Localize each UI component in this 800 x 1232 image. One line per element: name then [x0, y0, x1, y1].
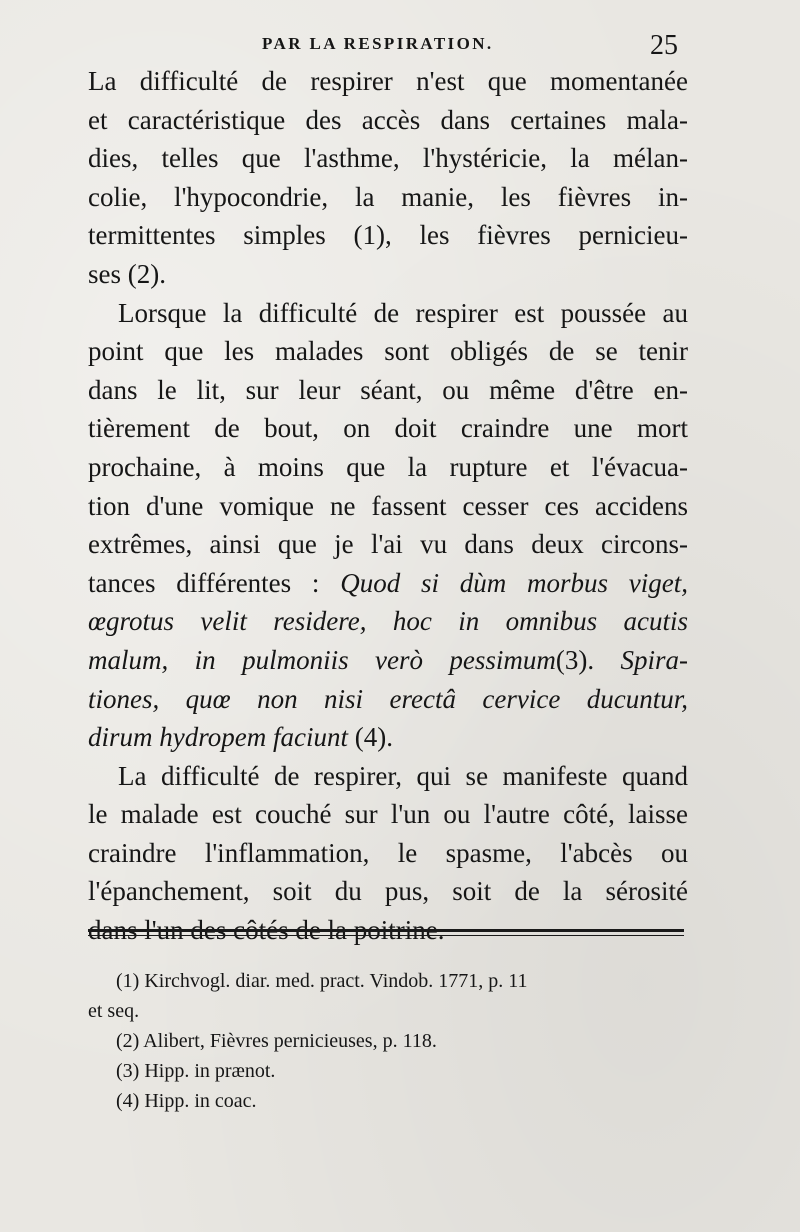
text-line: dies, telles que l'asthme, l'hystéricie, la mélan-	[88, 143, 688, 174]
footnote-rule-thin	[88, 935, 684, 936]
running-title: PAR LA RESPIRATION.	[262, 34, 494, 53]
footnote: (1) Kirchvogl. diar. med. pract. Vindob. 1771, p. 11	[116, 970, 528, 992]
text-line: tion d'une vomique ne fassent cesser ces accidens	[88, 490, 688, 521]
body-text	[88, 62, 688, 950]
footnote: (3) Hipp. in prænot.	[116, 1060, 276, 1082]
text-line	[88, 564, 688, 603]
text-fragment: (4).	[347, 722, 393, 753]
footnote-rule	[88, 929, 684, 932]
page-number: 25	[650, 30, 678, 61]
text-line: dans le lit, sur leur séant, ou même d'être en-	[88, 374, 688, 405]
text-line: Lorsque la difficulté de respirer est poussée au	[118, 297, 688, 328]
text-line: et caractéristique des accès dans certaines mala-	[88, 104, 688, 135]
text-line: termittentes simples (1), les fièvres pernicieu-	[88, 220, 688, 251]
text-line: prochaine, à moins que la rupture et l'évacua-	[88, 451, 688, 482]
text-line	[88, 718, 688, 757]
text-line: tièrement de bout, on doit craindre une mort	[88, 413, 688, 444]
text-line: craindre l'inflammation, le spasme, l'abcès ou	[88, 837, 688, 868]
text-fragment: (3).	[555, 644, 621, 675]
latin-quote-line: tiones, quœ non nisi erectâ cervice ducuntur,	[88, 683, 688, 714]
text-line: l'épanchement, soit du pus, soit de la sérosité	[88, 876, 688, 907]
latin-quote: Quod si dùm morbus viget,	[340, 567, 688, 598]
footnote: (2) Alibert, Fièvres pernicieuses, p. 118.	[116, 1030, 437, 1052]
footnote-continuation: et seq.	[88, 1000, 140, 1022]
text-line: point que les malades sont obligés de se tenir	[88, 336, 688, 367]
text-line: extrêmes, ainsi que je l'ai vu dans deux circons-	[88, 529, 688, 560]
footnote: (4) Hipp. in coac.	[116, 1090, 257, 1112]
text-line: le malade est couché sur l'un ou l'autre côté, laisse	[88, 799, 688, 830]
latin-quote: dirum hydropem faciunt	[88, 722, 348, 753]
text-line: colie, l'hypocondrie, la manie, les fièvres in-	[88, 181, 688, 212]
text-line: La difficulté de respirer n'est que momentanée	[88, 66, 688, 96]
latin-quote: malum, in pulmoniis verò pessimum	[88, 644, 556, 675]
text-line	[88, 641, 688, 680]
footnotes	[88, 966, 688, 1116]
text-line: dans l'un des côtés de la poitrine.	[88, 915, 445, 946]
latin-quote-line: œgrotus velit residere, hoc in omnibus acutis	[88, 606, 688, 637]
latin-quote: Spira-	[620, 644, 688, 675]
text-line: ses (2).	[88, 258, 166, 289]
text-line: La difficulté de respirer, qui se manifeste quand	[118, 760, 688, 791]
text-fragment: tances différentes :	[88, 567, 341, 598]
running-head	[0, 30, 800, 60]
